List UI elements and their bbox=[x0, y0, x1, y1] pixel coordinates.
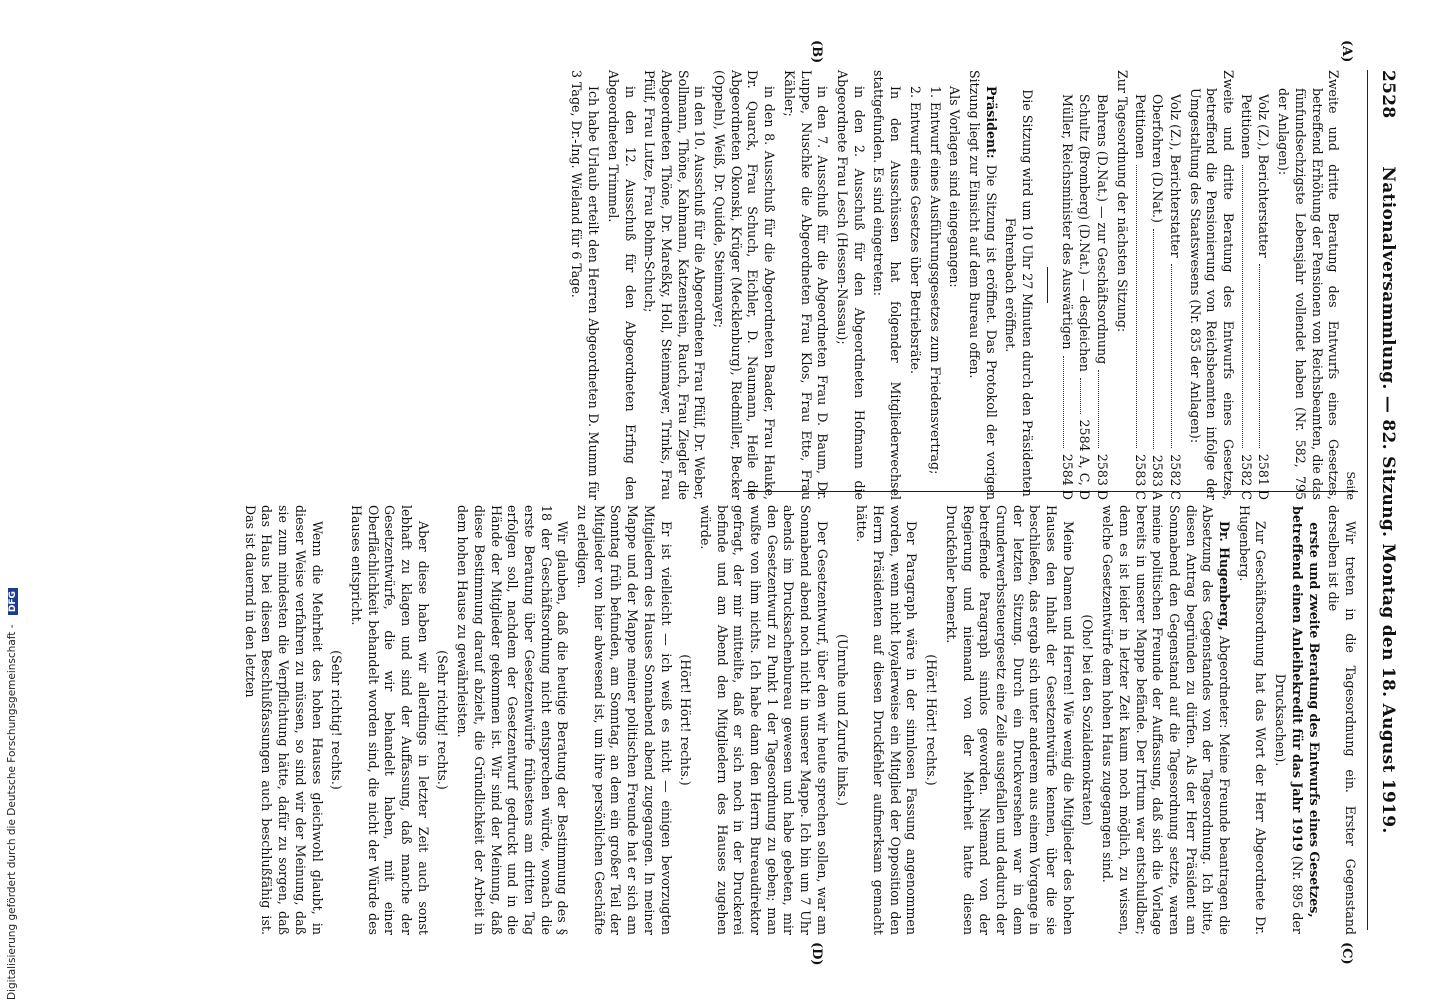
interjection: (Sehr richtig! rechts.) bbox=[329, 650, 345, 790]
toc-ref: 2582 C bbox=[1238, 454, 1254, 500]
paragraph: in den 12. Ausschuß für den Abgeordneten Erfing den Abgeordneten Trimmel. bbox=[605, 70, 638, 500]
toc-label: Volz (Z.), Berichterstatter bbox=[1167, 94, 1183, 258]
toc-leader bbox=[1063, 356, 1064, 448]
page-title: Nationalversammlung. — 82. Sitzung. Montag den 18. August 1919. bbox=[1378, 166, 1398, 834]
agenda-item: Zweite und dritte Beratung des Entwurfs eines Gesetzes, betreffend die Pensionierung von Reichsbeamten infolge der Umgestaltung des Staatswesens (Nr. 835 der Anlagen): bbox=[1187, 70, 1237, 500]
paragraph: Zur Geschäftsordnung hat das Wort der Herr Abgeordnete Dr. Hugenberg. bbox=[1236, 505, 1269, 935]
toc-label: Petitionen bbox=[1132, 94, 1148, 159]
toc-entry bbox=[1093, 70, 1110, 500]
agenda-heading-tail: (Nr. 895 der Drucksachen). bbox=[1273, 673, 1305, 934]
paragraph: In den Ausschüssen hat folgender Mitgliederwechsel stattgefunden. Es sind eingetreten: bbox=[871, 70, 904, 500]
toc-entry bbox=[1131, 70, 1148, 500]
paragraph: Aber diese haben wir allerdings in letzter Zeit auch sonst lebhaft zu klagen und sind der Auffassung, daß manche der Gesetzentwürfe, die wir behandelt haben, mit einer Oberflächlichkeit behandelt worden sind, die nicht der Würde des Hauses entspricht. bbox=[348, 505, 431, 935]
header-rule bbox=[1367, 70, 1368, 930]
paragraph-text: Die Sitzung ist eröffnet. Das Protokoll der vorigen Sitzung liegt zur Einsicht auf dem Bureau offen. bbox=[966, 70, 999, 500]
paragraph: Wenn die Mehrheit des hohen Hauses gleichwohl glaubt, in dieser Weise verfahren zu müssen, so sind wir der Meinung, daß sie zum mindesten die Verpflichtung hätte, dafür zu sorgen, daß das Haus bei diesen Beschlußfassungen auch beschlußfähig ist. Das ist dauernd in den letzten bbox=[242, 505, 325, 935]
paragraph: in den 10. Ausschuß für die Abgeordneten Frau Pfülf, Dr. Weber, Sollmann, Thöne, Kahmann, Katzenstein, Rauch, Frau Ziegler die Abgeordneten Thöne, Dr. Mareßky, Holl, Steinmayer, Trinks, Frau Pfülf, Frau Lutze, Frau Bohm-Schuch; bbox=[642, 70, 708, 500]
left-column bbox=[565, 70, 1358, 500]
page-header bbox=[1374, 70, 1398, 930]
toc-leader bbox=[1171, 264, 1172, 449]
margin-mark-c: (C) bbox=[1339, 942, 1354, 965]
toc-ref: 2584 D bbox=[1059, 453, 1075, 500]
toc-entry bbox=[1237, 70, 1254, 500]
seite-label: Seite bbox=[1344, 471, 1357, 500]
paragraph: in den 7. Ausschuß für die Abgeordneten Frau D. Baum, Dr. Luppe, Nuschke die Abgeordneten Frau Klos, Frau Ette, Frau Kähler; bbox=[781, 70, 831, 500]
paragraph: 1. Entwurf eines Ausführungsgesetzes zum Friedensvertrag; bbox=[927, 86, 943, 475]
toc-leader bbox=[1259, 264, 1260, 448]
toc-entry bbox=[1149, 70, 1166, 500]
toc-ref: 2584 A, C, D bbox=[1077, 419, 1093, 500]
toc-entry bbox=[1058, 70, 1075, 500]
paragraph: Meine Damen und Herren! Wie wenig die Mitglieder des hohen Hauses den Inhalt der Gesetzentwürfe kennen, über die sie beschließen, das ergab sich unter anderem aus einem Vorgange in der letzten Sitzung. Durch ein Druckversehen war in dem Grunderwerbssteuergesetz eine Zeile ausgefallen und dadurch der betreffende Paragraph sinnlos geworden. Niemand von der Regierung und niemand von der Mehrheit hatte diesen Druckfehler bemerkt. bbox=[943, 505, 1076, 935]
right-column bbox=[238, 505, 1358, 935]
agenda-item: Zur Tagesordnung der nächsten Sitzung: bbox=[1114, 70, 1130, 333]
margin-mark-d: (D) bbox=[809, 942, 824, 966]
toc-leader bbox=[1242, 165, 1243, 449]
paragraph: Ich habe Urlaub erteilt den Herren Abgeordneten D. Mumm für 3 Tage, Dr.-Ing. Wieland für 6 Tage. bbox=[569, 70, 602, 500]
toc-leader bbox=[1153, 229, 1154, 449]
session-opening: Die Sitzung wird um 10 Uhr 27 Minuten durch den Präsidenten Fehrenbach eröffnet. bbox=[1003, 89, 1036, 497]
toc-entry bbox=[1166, 70, 1183, 500]
toc-ref: 2583 C bbox=[1132, 454, 1148, 500]
toc-label: Petitionen bbox=[1238, 94, 1254, 159]
toc-label: Behrens (D.Nat.) — zur Geschäftsordnung bbox=[1095, 94, 1111, 365]
interjection: (Unruhe und Zurufe links.) bbox=[834, 634, 850, 806]
paragraph bbox=[965, 70, 998, 500]
speaker-label: Präsident: bbox=[983, 86, 999, 159]
speaker-name: Dr. Hugenberg, bbox=[1217, 521, 1233, 631]
paragraph: Wir treten in die Tagesordnung ein. Erster Gegenstand derselben ist die bbox=[1326, 505, 1358, 935]
margin-mark-b: (B) bbox=[809, 40, 824, 64]
paragraph: Er ist vielleicht — ich weiß es nicht — einigen bevorzugten Mitgliedern des Hauses Sonnabend abend zugegangen. In meiner Mappe und der Mappe meiner politischen Freunde hat er sich am Sonntag früh befunden, am Sonntag, an dem ein großer Teil der Mitglieder von hier abwesend ist, um ihre persönlichen Geschäfte zu erledigen. bbox=[575, 505, 674, 935]
section-divider bbox=[1047, 267, 1048, 303]
paragraph: Wir glauben, daß die heutige Beratung der Bestimmung des § 18 der Geschäftsordnung nicht entsprechen würde, wonach die erste Beratung über Gesetzentwürfe frühestens am dritten Tag erfolgen soll, nachdem der Gesetzentwurf gedruckt und in die Hände der Mitglieder gekommen ist. Wir sind der Meinung, daß diese Bestimmung darauf abzielt, die Gründlichkeit der Arbeit in dem hohen Hause zu gewährleisten. bbox=[455, 505, 571, 935]
toc-ref: 2583 A bbox=[1150, 454, 1166, 500]
agenda-heading-bold: erste und zweite Beratung des Entwurfs eines Gesetzes, betreffend einen Anleihekredit für das Jahr 1919 bbox=[1289, 506, 1322, 918]
toc-leader bbox=[1136, 165, 1137, 449]
toc-ref: 2583 D bbox=[1095, 453, 1111, 500]
toc-label: Volz (Z.), Berichterstatter bbox=[1256, 94, 1272, 258]
toc-label: Oberfohren (D.Nat.) bbox=[1150, 94, 1166, 223]
agenda-heading bbox=[1271, 505, 1321, 935]
toc-label: Schultz (Bromberg) (D.Nat.) — desgleichen bbox=[1077, 94, 1093, 372]
credit-text: Digitalisierung gefördert durch die Deutsche Forschungsgemeinschaft - bbox=[6, 624, 18, 1000]
paragraph: Als Vorlagen sind eingegangen: bbox=[947, 86, 963, 288]
dfg-logo: DFG bbox=[8, 588, 18, 615]
paragraph: Der Paragraph wäre in der sinnlosen Fassung angenommen worden, wenn nicht loyalerweise ein Mitglied der Opposition den Herrn Präsidenten auf diesen Druckfehler aufmerksam gemacht hätte. bbox=[854, 505, 920, 935]
page-number: 2528 bbox=[1378, 70, 1398, 119]
toc-leader bbox=[1080, 378, 1081, 414]
toc-leader bbox=[1098, 370, 1099, 448]
toc-ref: 2581 D bbox=[1256, 453, 1272, 500]
paragraph: in den 8. Ausschuß für die Abgeordneten Baader, Frau Hauke, Dr. Quarck, Frau Schuch, Eichler, D. Naumann, Heile die Abgeordneten Okonski, Krüger (Mecklenburg), Riedmiller, Becker (Oppeln), Weiß, Dr. Quidde, Steinmayer; bbox=[712, 70, 778, 500]
toc-entry bbox=[1255, 70, 1272, 500]
paragraph: 2. Entwurf eines Gesetzes über Betriebsräte. bbox=[907, 86, 923, 375]
paragraph bbox=[1098, 505, 1232, 935]
interjection: (Sehr richtig! rechts.) bbox=[435, 650, 451, 790]
digitization-credit bbox=[6, 10, 18, 1000]
agenda-item: Zweite und dritte Beratung des Entwurfs eines Gesetzes, betreffend Erhöhung der Pensionen von Reichsbeamten, die das fünfundsechzigste Lebensjahr vollendet haben (Nr. 582, 795 der Anlagen): bbox=[1276, 70, 1342, 500]
interjection: (Hört! Hört! rechts.) bbox=[924, 654, 940, 786]
paragraph-text: Abgeordneter: Meine Freunde beantragen die Absetzung des Gegenstandes von der Tagesordnung. Ich bitte, diesen Antrag begründen zu dürfen. Als der Herr Präsident am Sonnabend den Gegenstand auf die Tagesordnung setzte, waren meine politischen Freunde der Auffassung, daß sich die Vorlage bereits in unserer Mappe befände. Der Irrtum war entschuldbar; denn es ist leider in letzter Zeit kaum noch möglich, zu wissen, welche Gesetzentwürfe dem hohen Haus zugegangen sind. bbox=[1100, 505, 1233, 935]
interjection: (Oho! bei den Sozialdemokraten) bbox=[1080, 614, 1096, 826]
toc-label: Müller, Reichsminister des Auswärtigen bbox=[1059, 94, 1075, 350]
interjection: (Hört! Hört! rechts.) bbox=[678, 654, 694, 786]
paragraph: in den 2. Ausschuß für den Abgeordneten Hofmann die Abgeordnete Frau Lesch (Hessen-Nassau); bbox=[835, 70, 867, 500]
toc-ref: 2582 C bbox=[1167, 454, 1183, 500]
paragraph: Der Gesetzentwurf, über den wir heute sprechen sollen, war am Sonnabend abend noch nicht in unserer Mappe. Ich bin um 7 Uhr abends im Drucksachenbureau gewesen und habe gebeten, mir den Gesetzentwurf zu Punkt 1 der Tagesordnung zu geben; man wußte von ihm nichts. Ich habe dann den Herrn Bureaudirektor gefragt, der mir mitteilte, daß er sich noch in der Druckerei befinde und am Abend den Mitgliedern des Hauses zugehen würde. bbox=[697, 505, 830, 935]
toc-entry bbox=[1076, 70, 1093, 500]
margin-mark-a: (A) bbox=[1339, 40, 1354, 63]
